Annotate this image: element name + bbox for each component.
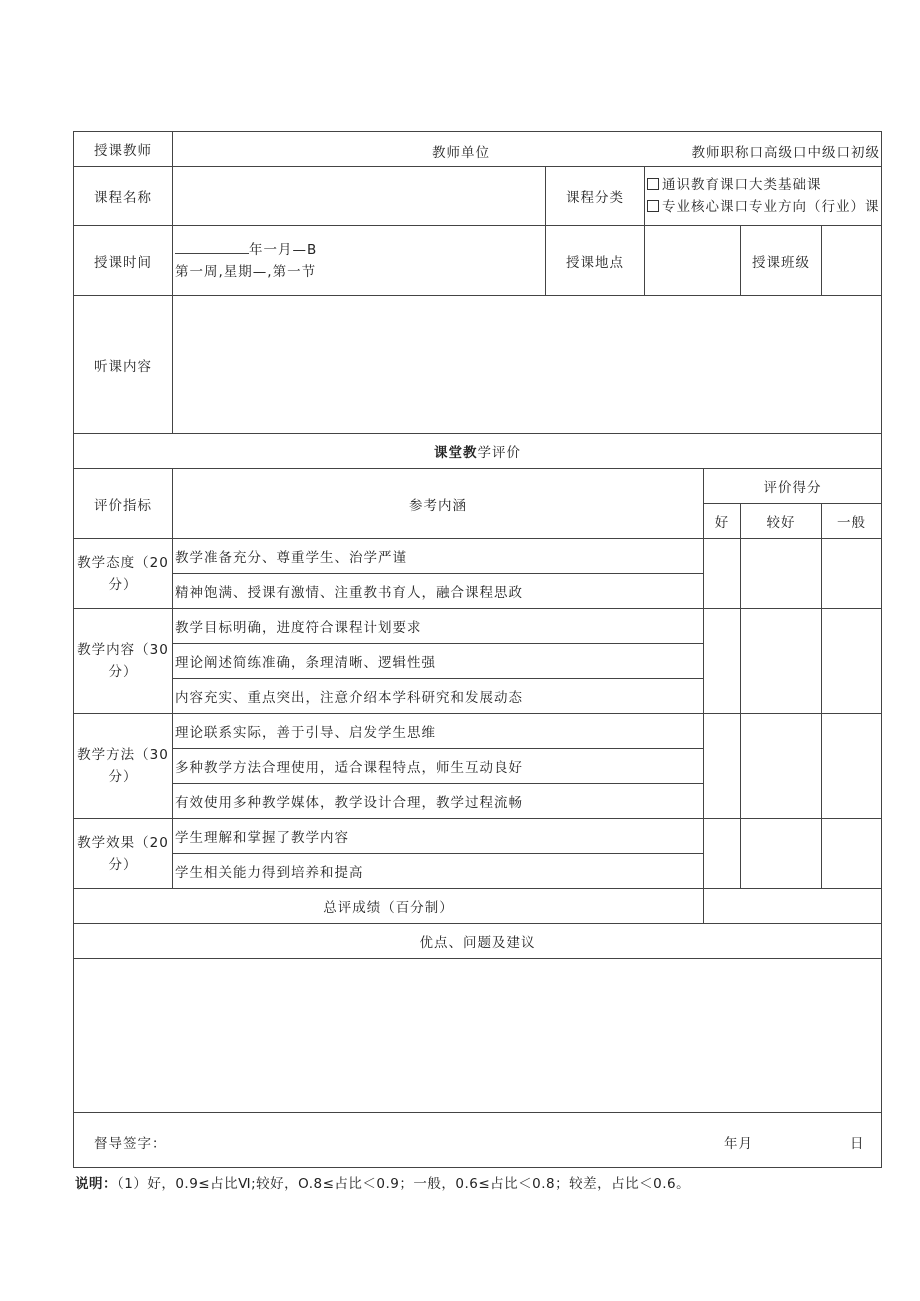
content-input[interactable]	[173, 296, 882, 434]
grade-good: 好	[704, 504, 741, 539]
score-cell-average[interactable]	[822, 714, 882, 819]
place-label: 授课地点	[546, 226, 645, 296]
course-name-label: 课程名称	[74, 167, 173, 226]
score-cell-fairly-good[interactable]	[741, 609, 822, 714]
reference-item: 教学目标明确，进度符合课程计划要求	[173, 609, 704, 644]
title-label: 教师职称口高级口中级口初级	[691, 145, 880, 161]
suggestions-title: 优点、问题及建议	[74, 924, 882, 959]
indicator-effect-b: 分）	[108, 856, 138, 873]
col-indicator: 评价指标	[74, 469, 173, 539]
total-score-label: 总评成绩（百分制）	[74, 889, 704, 924]
indicator-content-a: 教学内容（30	[77, 642, 169, 658]
teacher-label: 授课教师	[74, 132, 173, 167]
content-label: 听课内容	[74, 296, 173, 434]
course-type-option-1: 通识教育课口大类基础课	[662, 177, 822, 193]
checkbox-general[interactable]	[647, 178, 659, 190]
indicator-effect-a: 教学效果（20	[77, 834, 169, 851]
time-input[interactable]	[173, 226, 546, 296]
reference-item: 学生理解和掌握了教学内容	[173, 819, 704, 854]
grade-average: 一般	[822, 504, 882, 539]
time-line-1: 年一月—B	[249, 241, 318, 258]
indicator-attitude-b: 分）	[108, 576, 138, 593]
footnote-label: 说明：	[75, 1176, 117, 1192]
evaluation-section-title	[74, 434, 882, 469]
reference-item: 学生相关能力得到培养和提高	[173, 854, 704, 889]
score-cell-fairly-good[interactable]	[741, 539, 822, 609]
score-cell-good[interactable]	[704, 714, 741, 819]
signature-row[interactable]	[74, 1113, 882, 1168]
score-cell-fairly-good[interactable]	[741, 819, 822, 889]
col-score: 评价得分	[704, 469, 882, 504]
indicator-effect	[74, 819, 173, 889]
indicator-content	[74, 609, 173, 714]
footnote-text: （1）好，0.9≤占比Ⅵ;较好，O.8≤占比＜0.9；一般，0.6≤占比＜0.8；较差，占比＜0.6。	[117, 1176, 691, 1192]
indicator-attitude-a: 教学态度（20	[77, 554, 169, 571]
indicator-method-a: 教学方法（30	[77, 747, 169, 763]
unit-label: 教师单位	[432, 145, 490, 161]
course-type-options[interactable]	[645, 167, 882, 226]
reference-item: 理论阐述简练准确，条理清晰、逻辑性强	[173, 644, 704, 679]
date-year-month: 年月	[724, 1136, 753, 1152]
time-label: 授课时间	[74, 226, 173, 296]
indicator-method-b: 分）	[108, 769, 138, 785]
section-title-bold: 课堂教	[434, 445, 478, 461]
score-cell-average[interactable]	[822, 539, 882, 609]
indicator-attitude	[74, 539, 173, 609]
reference-item: 精神饱满、授课有激情、注重教书育人，融合课程思政	[173, 574, 704, 609]
indicator-method	[74, 714, 173, 819]
reference-item: 多种教学方法合理使用，适合课程特点，师生互动良好	[173, 749, 704, 784]
reference-item: 理论联系实际，善于引导、启发学生思维	[173, 714, 704, 749]
grade-fairly-good: 较好	[741, 504, 822, 539]
score-cell-good[interactable]	[704, 609, 741, 714]
date-day: 日	[850, 1136, 865, 1152]
score-cell-fairly-good[interactable]	[741, 714, 822, 819]
total-score-input[interactable]	[704, 889, 882, 924]
score-cell-good[interactable]	[704, 539, 741, 609]
signature-label: 督导签字：	[94, 1136, 167, 1152]
teacher-row-content[interactable]	[173, 132, 882, 167]
evaluation-form	[73, 131, 881, 1169]
score-cell-average[interactable]	[822, 609, 882, 714]
reference-item: 内容充实、重点突出，注意介绍本学科研究和发展动态	[173, 679, 704, 714]
class-label: 授课班级	[741, 226, 822, 296]
place-input[interactable]	[645, 226, 741, 296]
section-title-rest: 学评价	[477, 445, 521, 461]
indicator-content-b: 分）	[108, 664, 138, 680]
score-cell-average[interactable]	[822, 819, 882, 889]
checkbox-core[interactable]	[647, 200, 659, 212]
col-reference: 参考内涵	[173, 469, 704, 539]
score-cell-good[interactable]	[704, 819, 741, 889]
course-name-input[interactable]	[173, 167, 546, 226]
time-line-2: 第一周,星期—,第一节	[175, 263, 317, 280]
course-type-option-2: 专业核心课口专业方向（行业）课	[662, 199, 880, 215]
course-type-label: 课程分类	[546, 167, 645, 226]
footnote	[75, 1172, 690, 1192]
year-blank[interactable]	[175, 241, 249, 254]
reference-item: 教学准备充分、尊重学生、治学严谨	[173, 539, 704, 574]
suggestions-input[interactable]	[74, 959, 882, 1113]
class-input[interactable]	[822, 226, 882, 296]
reference-item: 有效使用多种教学媒体，教学设计合理，教学过程流畅	[173, 784, 704, 819]
